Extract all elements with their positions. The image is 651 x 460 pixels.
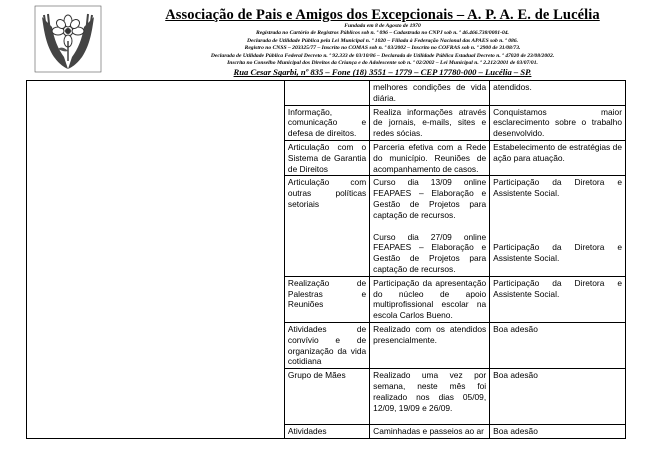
registration-line: Registro no CNSS – 203325/77 – Inscrito no COMAS sob n. º 03/2002 – Inscrito no COFRAS sob n. º 2900 de 31/08/73. — [244, 45, 521, 52]
table-cell — [490, 176, 626, 276]
table-cell: Participação da apresentação do núcleo de apoio multiprofissional escolar na escola Carlos Bueno. — [370, 276, 490, 322]
table-cell: Realização de Palestras e Reuniões — [284, 276, 369, 322]
table-cell — [27, 81, 285, 439]
table-cell: Articulação com outras políticas setoriais — [284, 176, 369, 276]
table-cell: Informação, comunicação e defesa de direitos. — [284, 105, 369, 140]
table-cell: Boa adesão — [490, 369, 626, 425]
table-cell: Realiza informações através de jornais, e-mails, sites e redes sócias. — [370, 105, 490, 140]
table-cell: Estabelecimento de estratégias de ação para atuação. — [490, 140, 626, 175]
cell-text: Participação da Diretora e Assistente Social. — [493, 177, 622, 199]
cell-text: Participação da Diretora e Assistente Social. — [493, 241, 622, 263]
table-cell: Boa adesão — [490, 425, 626, 439]
address-line: Rua Cesar Sgarbi, nº 835 – Fone (18) 3551 – 1779 – CEP 17780-000 – Lucélia – SP. — [233, 67, 532, 78]
cell-text: Parceria efetiva com a Rede do município. — [373, 141, 487, 163]
cell-text: Realizado uma vez por semana, neste mês foi realizado nos dias 05/09, 12/09, 19/09 e 26/09. — [373, 370, 487, 413]
apae-logo — [34, 5, 102, 73]
table-cell: Atividades — [284, 425, 369, 439]
table-cell: Articulação com o Sistema de Garantia de Direitos — [284, 140, 369, 175]
letterhead — [130, 7, 635, 78]
table-cell: Atividades de convívio e de organização da vida cotidiana — [284, 322, 369, 368]
activities-table — [26, 80, 626, 439]
cell-text: Curso dia 27/09 online FEAPAES – Elaboração e Gestão de Projetos para captação de recursos. — [373, 231, 487, 274]
table-cell: Participação da Diretora e Assistente Social. — [490, 276, 626, 322]
table-cell: atendidos. — [490, 81, 626, 106]
table-cell: Boa adesão — [490, 322, 626, 368]
cell-text: Reuniões de acompanhamento de casos. — [373, 152, 487, 174]
registration-line: Declarada de Utilidade Pública Federal Decreto n. º 92.333 de 03/10/86 – Declarada de Utilidade Pública Estadual Decreto n. º 47020 de 23/08/2002. — [210, 52, 555, 59]
registration-line: Registrada no Cartório de Registros Públicos sob n. º 096 – Cadastrada no CNPJ sob n. º 46.466.738/0001-04. — [256, 30, 509, 37]
table-cell: Conquistamos maior esclarecimento sobre o trabalho desenvolvido. — [490, 105, 626, 140]
registration-line: Inscrita no Conselho Municipal dos Direitos da Criança e do Adolescente sob n. º 02/2002 – Lei Municipal n. º 2.212/2001 de 03/07/01. — [227, 60, 538, 67]
table-cell: melhores condições de vida diária. — [370, 81, 490, 106]
table-cell: Grupo de Mães — [284, 369, 369, 425]
table-cell — [370, 369, 490, 425]
cell-text: Curso dia 13/09 online FEAPAES – Elaboração e Gestão de Projetos para captação de recursos. — [373, 177, 487, 220]
table-cell — [370, 176, 490, 276]
table-cell — [284, 81, 369, 106]
table-cell: Realizado com os atendidos presencialmente. — [370, 322, 490, 368]
founded-line: Fundada em 8 de Agosto de 1970 — [344, 23, 421, 29]
registration-line: Declarada de Utilidade Pública pela Lei Municipal n. º 1020 – Filiada à Federação Nacional das APAES sob n. º 086. — [246, 37, 519, 44]
organization-title: Associação de Pais e Amigos dos Excepcionais – A. P. A. E. de Lucélia — [165, 7, 600, 23]
table-cell — [370, 140, 490, 175]
table-cell: Caminhadas e passeios ao ar — [370, 425, 490, 439]
table-row — [27, 81, 626, 106]
